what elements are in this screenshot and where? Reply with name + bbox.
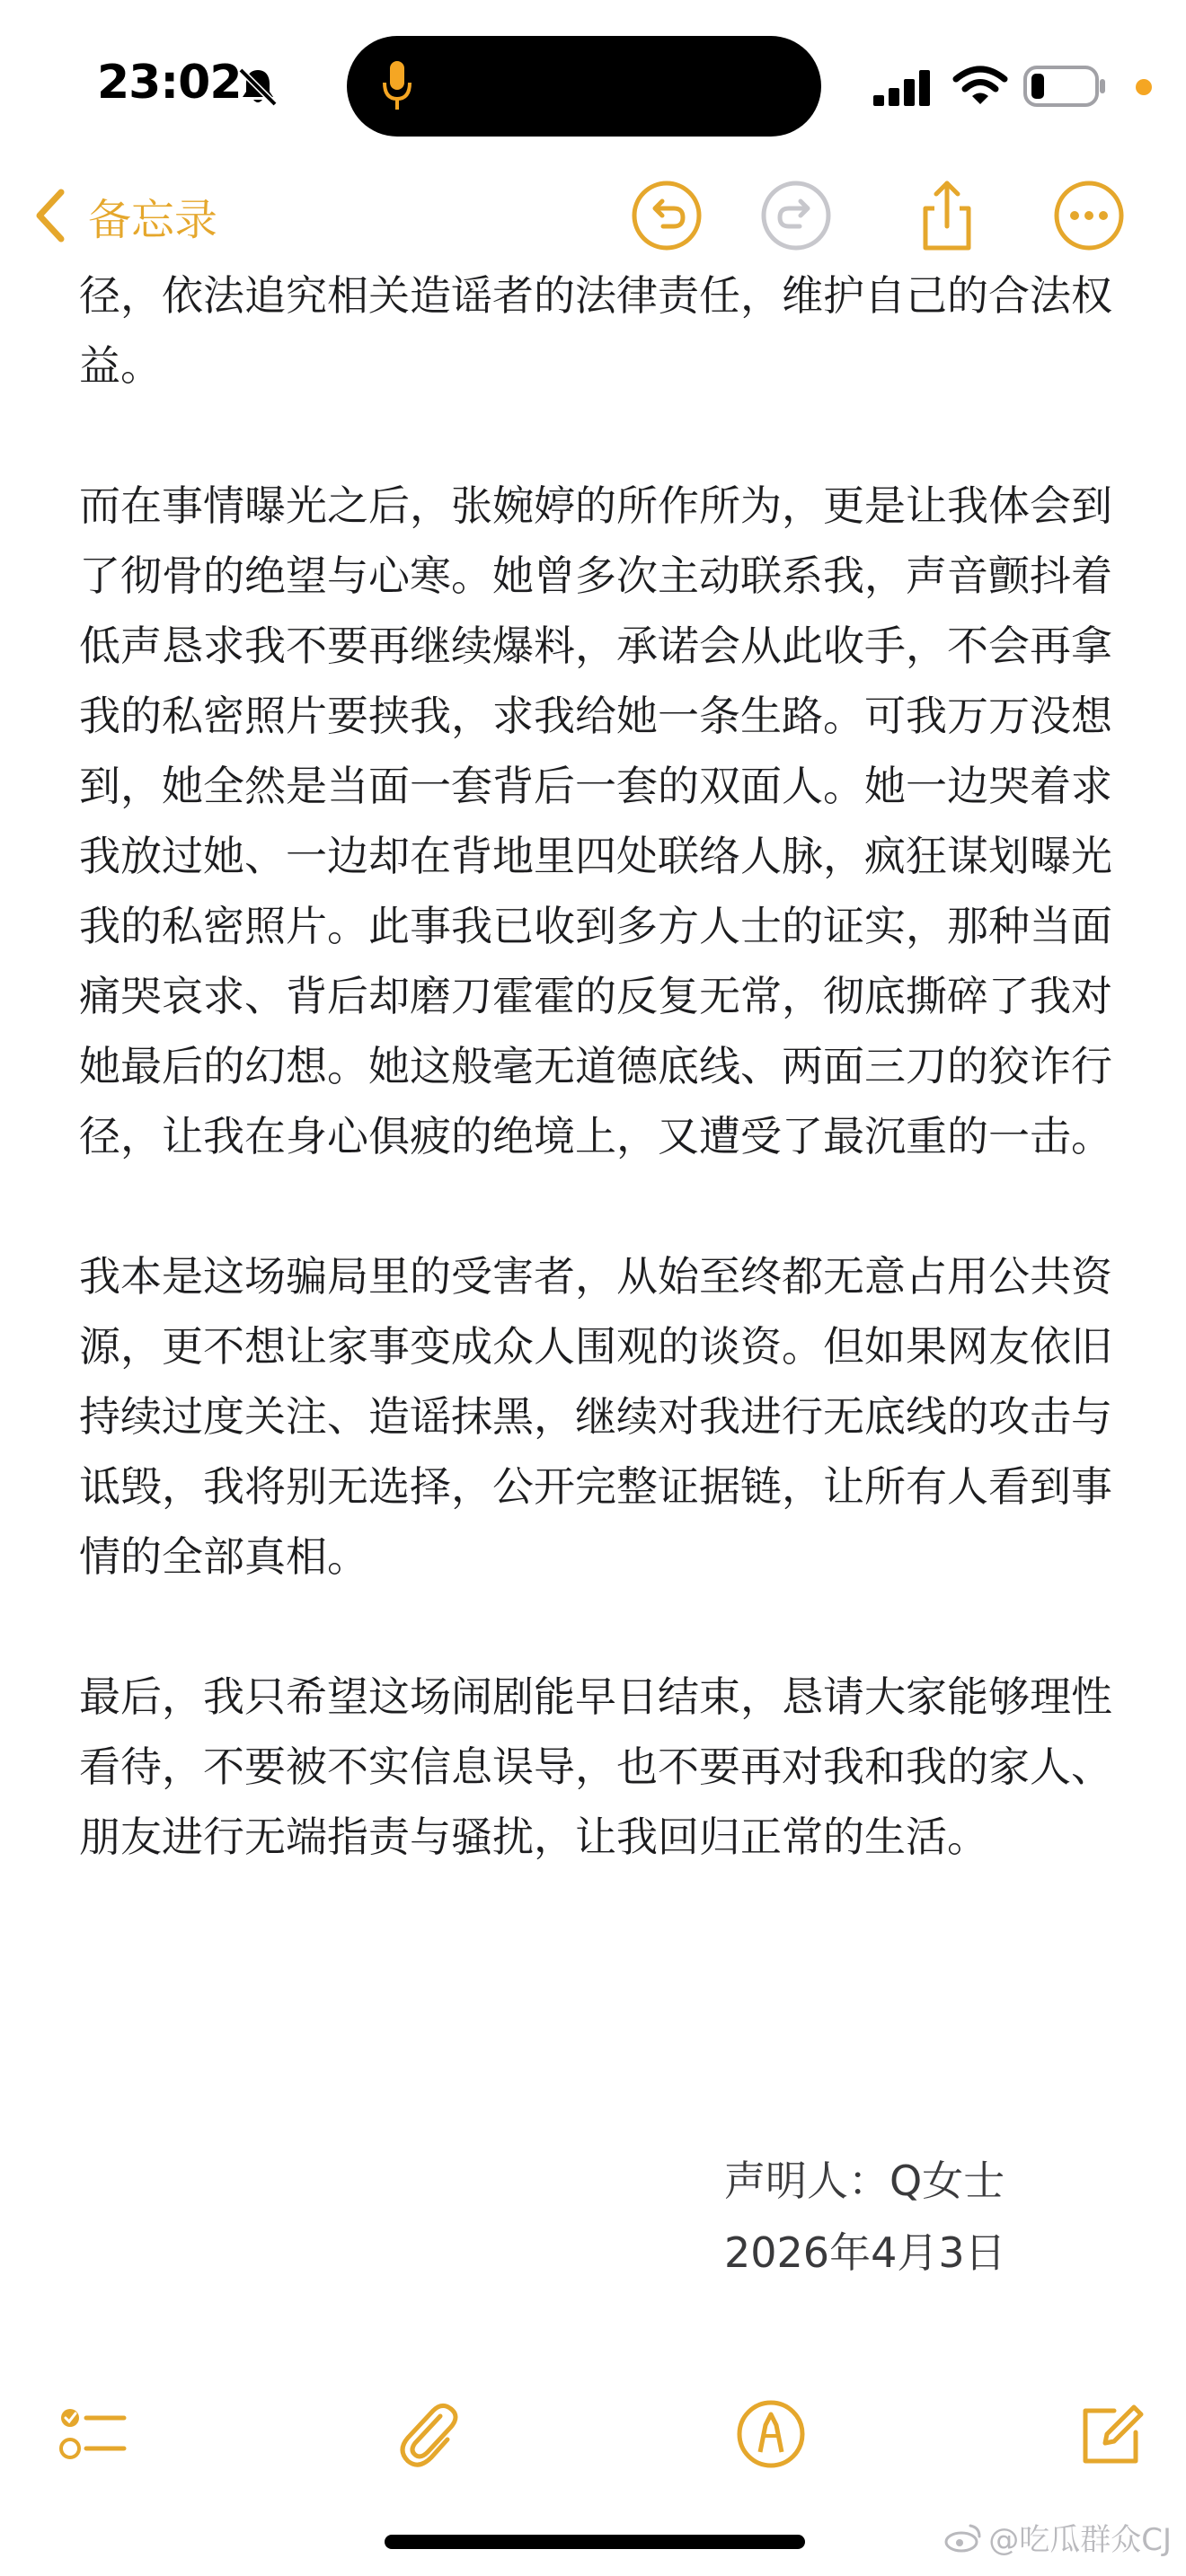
chevron-left-icon [32, 187, 68, 244]
wifi-icon [952, 65, 1008, 108]
note-paragraph: 我本是这场骗局里的受害者，从始至终都无意占用公共资源，更不想让家事变成众人围观的谈资。但如果网友依旧持续过度关注、造谣抹黑，继续对我进行无底线的攻击与诋毁，我将别无选择，公开完整证据链，让所有人看到事情的全部真相。 [79, 1252, 1112, 1581]
status-bar [0, 0, 1186, 171]
cellular-signal-icon [872, 68, 934, 108]
nav-bar [0, 171, 1186, 260]
battery-icon [1022, 63, 1109, 110]
bell-slash-icon [235, 65, 280, 110]
paperclip-icon [392, 2398, 464, 2470]
undo-icon [629, 178, 704, 253]
back-button[interactable] [32, 181, 217, 250]
checklist-button[interactable] [58, 2398, 129, 2470]
checklist-icon [58, 2398, 129, 2470]
attachment-button[interactable] [392, 2398, 464, 2470]
signature-date: 2026年4月3日 [724, 2228, 1006, 2277]
signature-block [724, 2145, 1006, 2289]
note-paragraph: 径，依法追究相关造谣者的法律责任，维护自己的合法权益。 [79, 271, 1112, 390]
watermark-text: @吃瓜群众CJ [988, 2522, 1172, 2558]
more-button[interactable] [1051, 178, 1127, 253]
more-icon [1051, 178, 1127, 253]
back-label: 备忘录 [88, 194, 218, 245]
bottom-toolbar [0, 2380, 1186, 2479]
share-icon [909, 178, 985, 253]
watermark [943, 2515, 1172, 2559]
note-paragraph: 最后，我只希望这场闹剧能早日结束，恳请大家能够理性看待，不要被不实信息误导，也不要再对我和我的家人、朋友进行无端指责与骚扰，让我回归正常的生活。 [79, 1672, 1112, 1861]
status-time: 23:02 [97, 56, 242, 110]
note-paragraph: 而在事情曝光之后，张婉婷的所作所为，更是让我体会到了彻骨的绝望与心寒。她曾多次主动联系我，声音颤抖着低声恳求我不要再继续爆料，承诺会从此收手，不会再拿我的私密照片要挟我，求我给她一条生路。可我万万没想到，她全然是当面一套背后一套的双面人。她一边哭着求我放过她、一边却在背地里四处联络人脉，疯狂谋划曝光我的私密照片。此事我已收到多方人士的证实，那种当面痛哭哀求、背后却磨刀霍霍的反复无常，彻底撕碎了我对她最后的幻想。她这般毫无道德底线、两面三刀的狡诈行径，让我在身心俱疲的绝境上，又遭受了最沉重的一击。 [79, 481, 1112, 1160]
markup-pen-icon [735, 2398, 807, 2470]
share-button[interactable] [909, 178, 985, 253]
weibo-logo-icon [943, 2522, 983, 2553]
note-body[interactable] [79, 260, 1112, 1942]
markup-button[interactable] [735, 2398, 807, 2470]
redo-button[interactable] [758, 178, 834, 253]
redo-icon [758, 178, 834, 253]
compose-icon [1075, 2398, 1146, 2470]
compose-button[interactable] [1075, 2398, 1146, 2470]
microphone-icon [379, 59, 415, 113]
home-indicator[interactable] [385, 2535, 805, 2549]
privacy-indicator-dot [1136, 79, 1152, 95]
undo-button[interactable] [629, 178, 704, 253]
dynamic-island [347, 36, 821, 137]
signature-name: 声明人：Q女士 [724, 2157, 1005, 2205]
